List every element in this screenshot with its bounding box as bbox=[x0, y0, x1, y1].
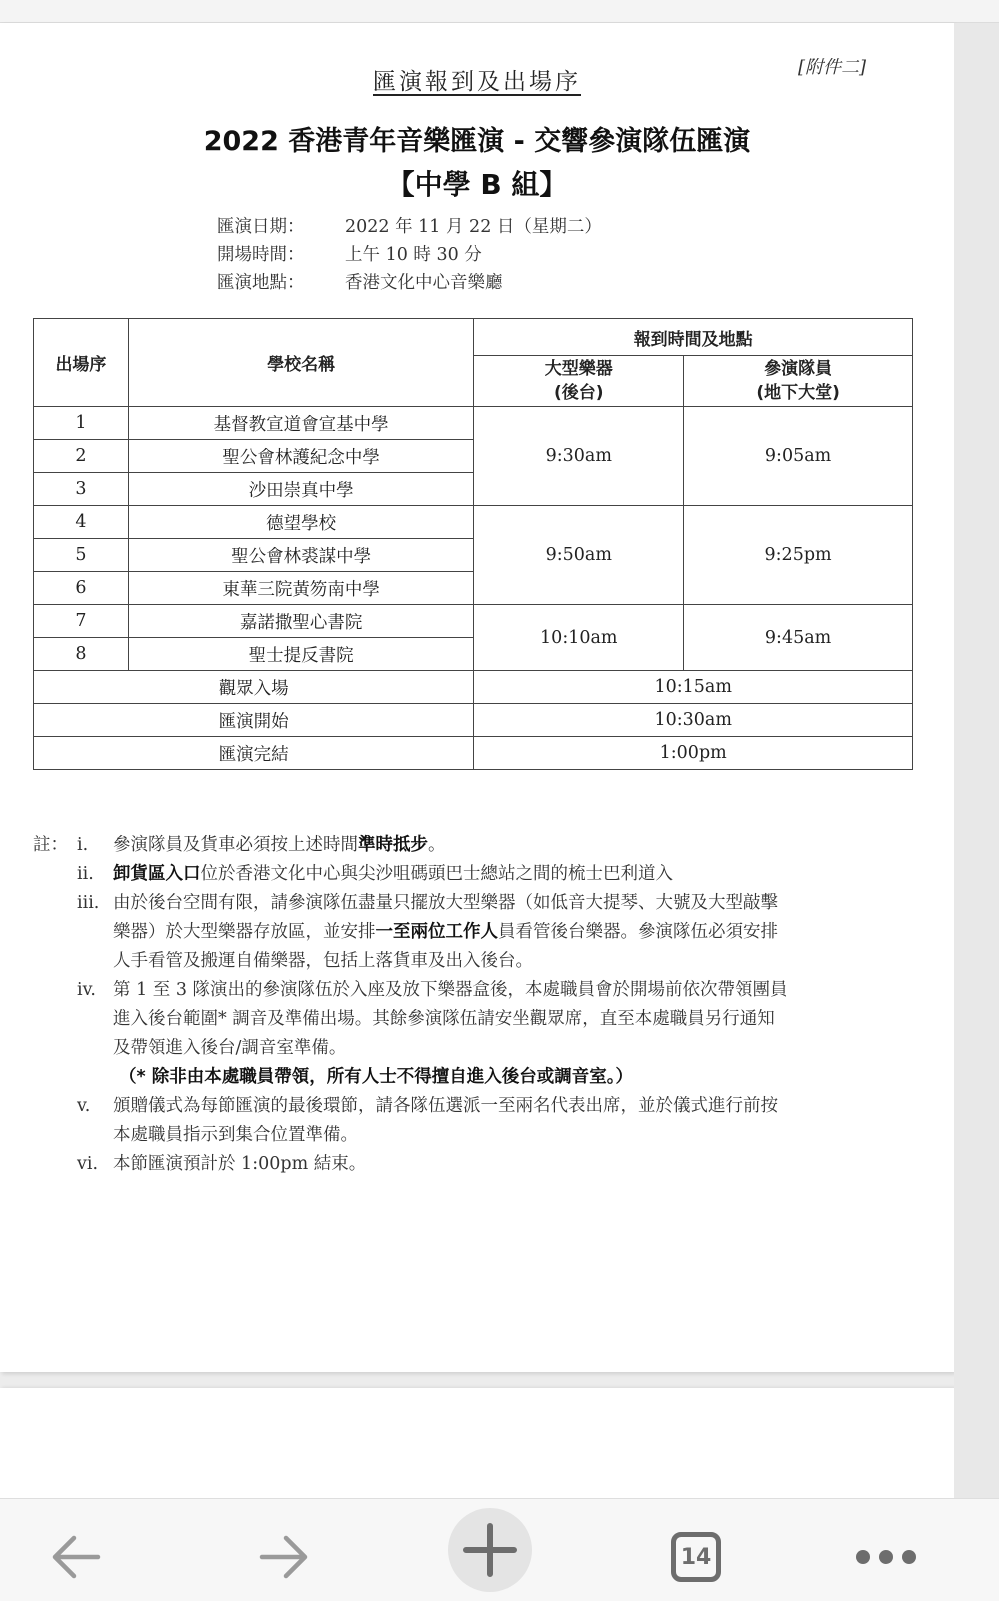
table-row: 5 聖公會林裘謀中學 bbox=[34, 539, 913, 572]
next-document-page bbox=[0, 1388, 954, 1498]
table-row: 2 聖公會林護紀念中學 bbox=[34, 440, 913, 473]
header-performers: 參演隊員 (地下大堂) bbox=[684, 356, 913, 407]
group1-performers-time: 9:05am bbox=[684, 407, 913, 506]
browser-toolbar bbox=[0, 1498, 999, 1601]
document-page bbox=[0, 23, 954, 1372]
new-tab-button[interactable] bbox=[448, 1508, 532, 1592]
document-title: 2022 香港青年音樂匯演 - 交響參演隊伍匯演 bbox=[203, 126, 751, 157]
page-heading: 匯演報到及出場序 bbox=[373, 69, 581, 95]
back-button[interactable] bbox=[36, 1517, 116, 1597]
table-footer-row: 匯演完結 1:00pm bbox=[34, 737, 913, 770]
more-dots-icon bbox=[851, 1542, 921, 1572]
event-date: 匯演日期： 2022 年 11 月 22 日（星期二） bbox=[217, 217, 602, 237]
note-item: ii. 卸貨區入口位於香港文化中心與尖沙咀碼頭巴士總站之間的梳士巴利道入 bbox=[77, 864, 673, 884]
header-order: 出場序 bbox=[34, 319, 129, 407]
table-footer-row: 觀眾入場 10:15am bbox=[34, 671, 913, 704]
table-row: 1 基督教宣道會宣基中學 9:30am 9:05am bbox=[34, 407, 913, 440]
tabs-button[interactable] bbox=[656, 1517, 736, 1597]
table-row: 3 沙田崇真中學 bbox=[34, 473, 913, 506]
menu-button[interactable] bbox=[846, 1517, 926, 1597]
group1-instruments-time: 9:30am bbox=[474, 407, 684, 506]
group3-performers-time: 9:45am bbox=[684, 605, 913, 671]
arrow-left-icon bbox=[46, 1527, 106, 1587]
notes-section bbox=[33, 831, 913, 1179]
note-item: 註： i. 參演隊員及貨車必須按上述時間準時抵步。 bbox=[33, 831, 913, 860]
event-info bbox=[217, 213, 602, 297]
table-row: 4 德望學校 9:50am 9:25pm bbox=[34, 506, 913, 539]
group2-performers-time: 9:25pm bbox=[684, 506, 913, 605]
forward-button[interactable] bbox=[244, 1517, 324, 1597]
table-footer-row: 匯演開始 10:30am bbox=[34, 704, 913, 737]
note-item: iii. 由於後台空間有限，請參演隊伍盡量只擺放大型樂器（如低音大提琴、大號及大型敲擊 樂器）於大型樂器存放區，並安排一至兩位工作人員看管後台樂器。參演隊伍必須安排 人手看管及搬運自備樂器，包括上落貨車及出入後台。 bbox=[77, 893, 778, 971]
document-subtitle: 【中學 B 組】 bbox=[386, 168, 568, 201]
event-venue: 匯演地點： 香港文化中心音樂廳 bbox=[217, 273, 503, 293]
header-large-instruments: 大型樂器 (後台) bbox=[474, 356, 684, 407]
group3-instruments-time: 10:10am bbox=[474, 605, 684, 671]
note-item: vi. 本節匯演預計於 1:00pm 結束。 bbox=[77, 1154, 367, 1174]
header-school: 學校名稱 bbox=[128, 319, 474, 407]
schedule-table bbox=[33, 318, 913, 770]
plus-icon bbox=[460, 1520, 520, 1580]
header-report-time-location: 報到時間及地點 bbox=[474, 319, 913, 356]
tab-count-badge: 14 bbox=[671, 1532, 721, 1582]
arrow-right-icon bbox=[254, 1527, 314, 1587]
annex-label: [附件二] bbox=[797, 57, 866, 78]
top-edge bbox=[0, 0, 999, 23]
event-start-time: 開場時間： 上午 10 時 30 分 bbox=[217, 245, 482, 265]
table-row: 8 聖士提反書院 bbox=[34, 638, 913, 671]
table-row: 6 東華三院黃笏南中學 bbox=[34, 572, 913, 605]
note-item: iv. 第 1 至 3 隊演出的參演隊伍於入座及放下樂器盒後，本處職員會於開場前依次帶領團員 進入後台範圍* 調音及準備出場。其餘參演隊伍請安坐觀眾席，直至本處職員另行通知 及帶領進入後台/調音室準備。 （* 除非由本處職員帶領，所有人士不得擅自進入後台或調音室。） bbox=[77, 980, 788, 1087]
table-row: 7 嘉諾撒聖心書院 10:10am 9:45am bbox=[34, 605, 913, 638]
viewer-gutter bbox=[954, 23, 999, 1503]
group2-instruments-time: 9:50am bbox=[474, 506, 684, 605]
notes-prefix: 註： bbox=[33, 835, 68, 855]
note-item: v. 頒贈儀式為每節匯演的最後環節，請各隊伍選派一至兩名代表出席，並於儀式進行前按 本處職員指示到集合位置準備。 bbox=[77, 1096, 778, 1145]
